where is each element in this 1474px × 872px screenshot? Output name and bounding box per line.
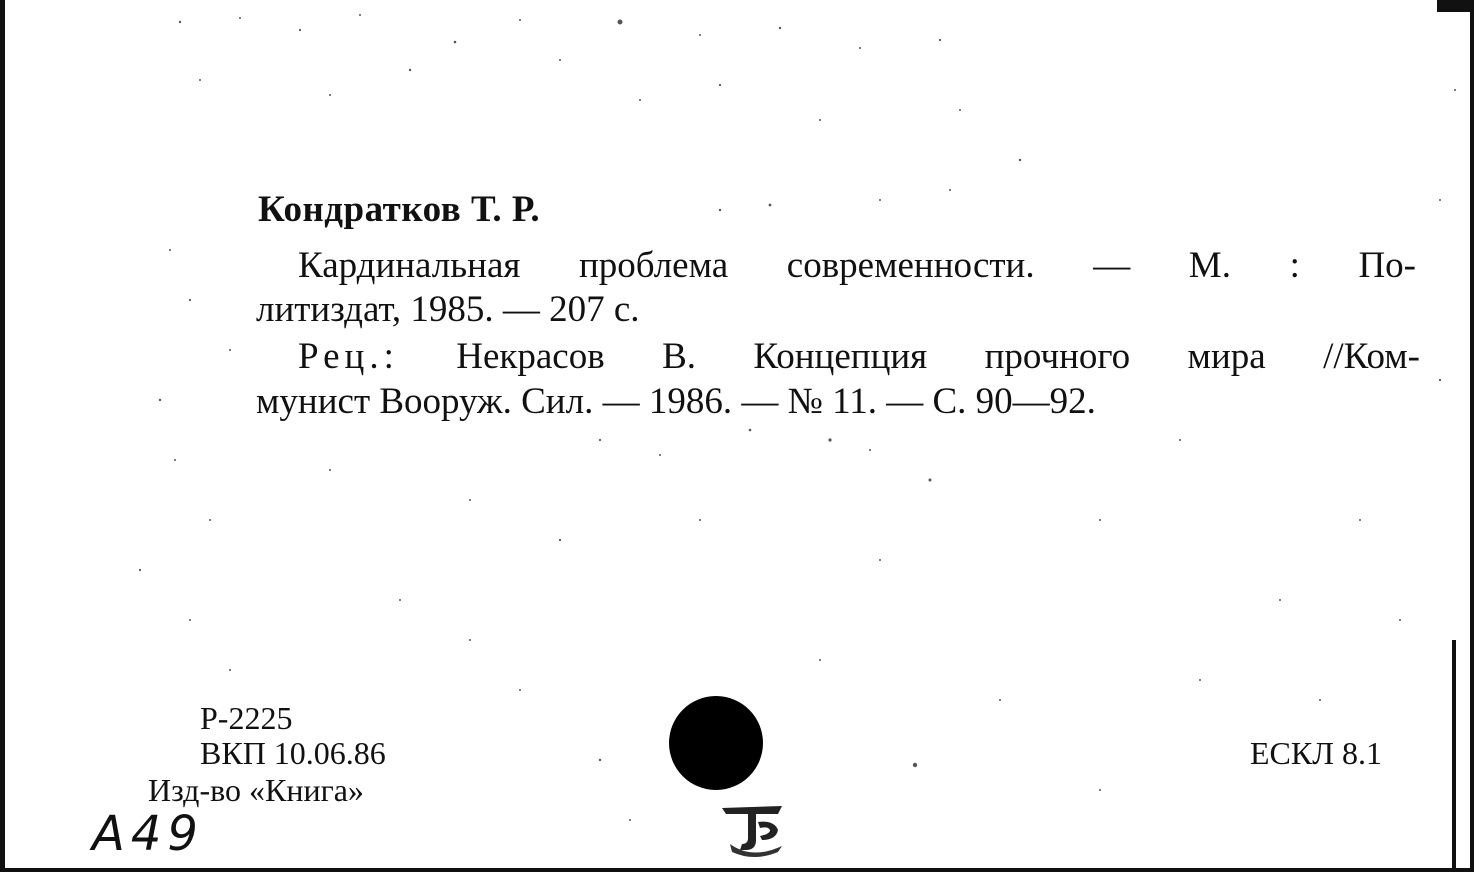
stamp-mark-icon: [712, 800, 796, 860]
title-line-2: литиздат, 1985. — 207 с.: [256, 289, 640, 330]
card-right-edge: [1470, 0, 1474, 872]
review-label: Рец.:: [298, 336, 399, 377]
footer-publisher: Изд-во «Книга»: [148, 772, 364, 808]
title-line-1: Кардинальная проблема современности. — М. : По-: [298, 245, 1416, 286]
card-left-edge: [0, 0, 5, 872]
handwritten-shelfmark: А49: [92, 806, 204, 862]
card-right-inner-edge: [1452, 640, 1456, 872]
review-line-2: мунист Вооруж. Сил. — 1986. — № 11. — С. 90—92.: [256, 381, 1096, 422]
footer-classification: ЕСКЛ 8.1: [1250, 735, 1382, 771]
card-bottom-edge: [0, 868, 1474, 872]
author-heading: Кондратков Т. Р.: [258, 189, 541, 230]
card-corner-shadow: [1437, 0, 1474, 12]
footer-code: Р-2225: [200, 700, 293, 736]
review-line-1-text: Некрасов В. Концепция прочного мира //Ком-: [456, 336, 1420, 377]
footer-date: ВКП 10.06.86: [200, 735, 386, 771]
review-line-1: [298, 335, 1420, 378]
punch-hole: [669, 696, 763, 790]
